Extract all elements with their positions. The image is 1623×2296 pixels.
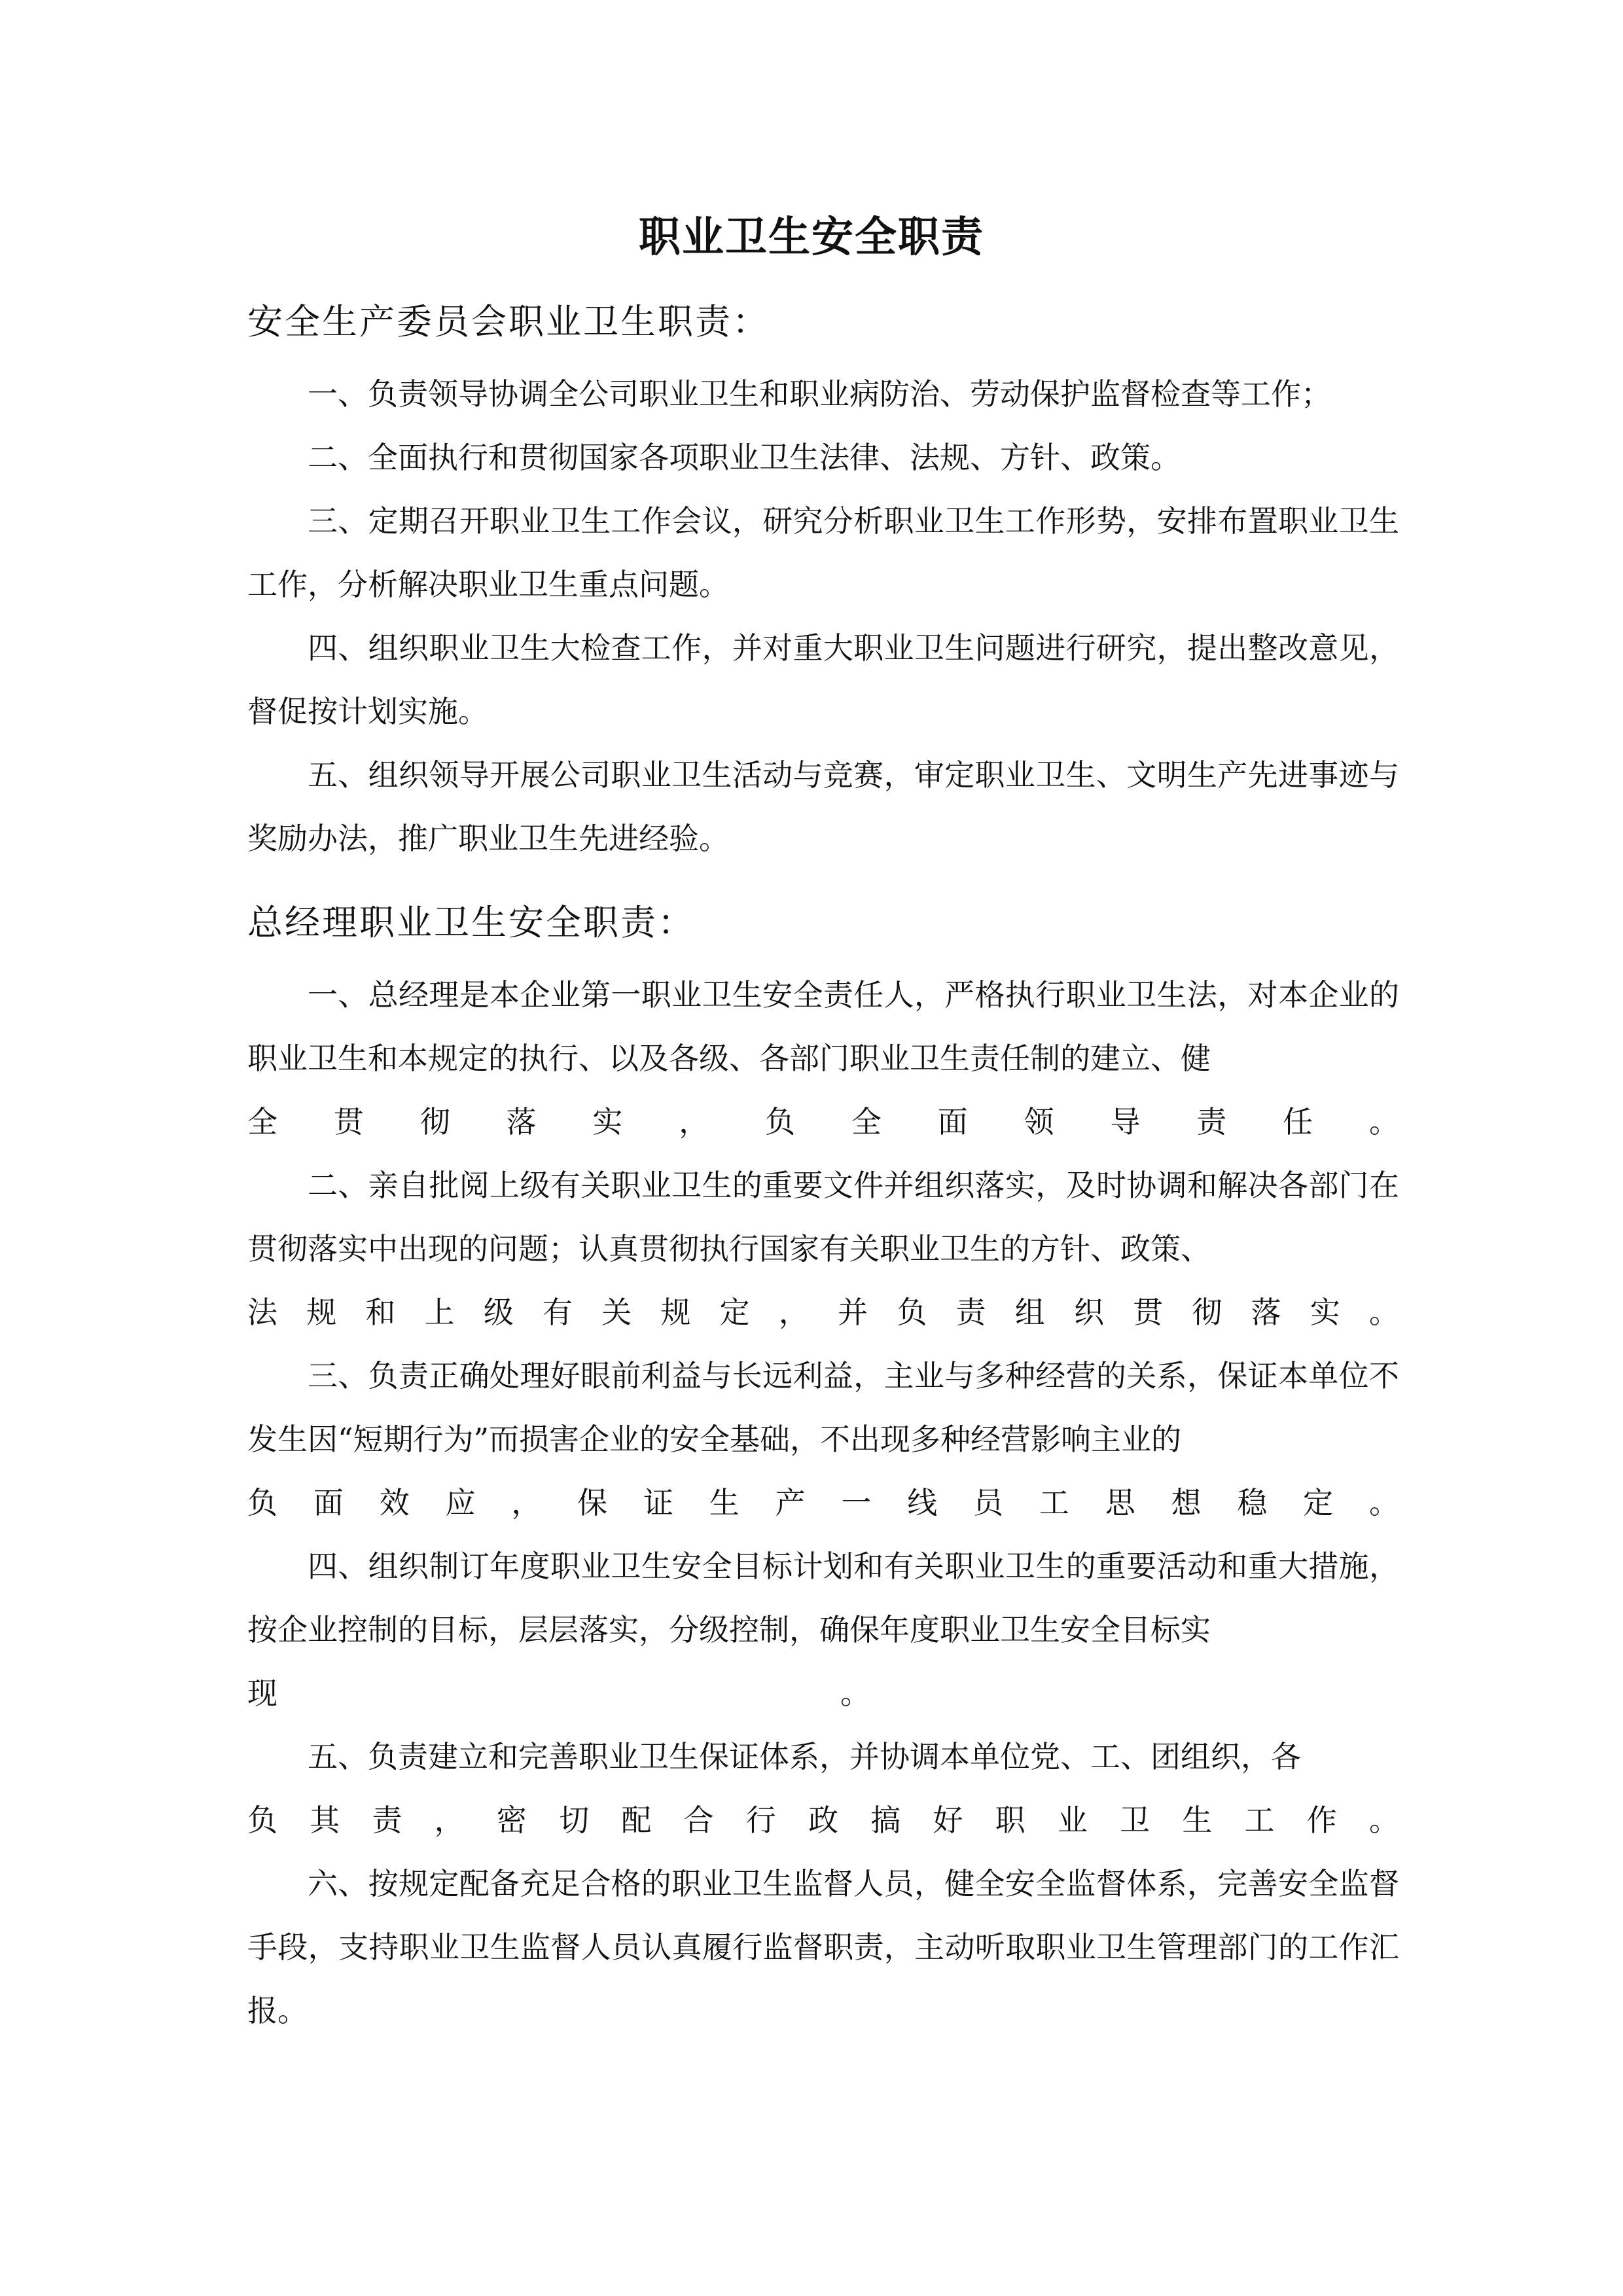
paragraph: [247, 1725, 1399, 1852]
section-general-manager-duties: [247, 897, 1399, 2043]
paragraph: [247, 1535, 1399, 1725]
paragraph: 三、定期召开职业卫生工作会议，研究分析职业卫生工作形势，安排布置职业卫生工作，分析解决职业卫生重点问题。: [247, 503, 1399, 602]
paragraph-last-line: 法规和上级有关规定，并负责组织贯彻落实。: [247, 1295, 1399, 1330]
paragraph-last-line: 全贯彻落实，负全面领导责任。: [247, 1104, 1399, 1139]
paragraph-body: 三、负责正确处理好眼前利益与长远利益，主业与多种经营的关系，保证本单位不发生因“短期行为”而损害企业的安全基础，不出现多种经营影响主业的: [247, 1358, 1399, 1457]
section-committee-duties: [247, 296, 1399, 870]
paragraph: [247, 1154, 1399, 1344]
paragraph-body: 一、总经理是本企业第一职业卫生安全责任人，严格执行职业卫生法，对本企业的职业卫生和本规定的执行、以及各级、各部门职业卫生责任制的建立、健: [247, 977, 1399, 1076]
paragraph-body: 四、组织制订年度职业卫生安全目标计划和有关职业卫生的重要活动和重大措施，按企业控制的目标，层层落实，分级控制，确保年度职业卫生安全目标实: [247, 1549, 1399, 1647]
paragraph-body: 二、亲自批阅上级有关职业卫生的重要文件并组织落实，及时协调和解决各部门在贯彻落实中出现的问题；认真贯彻执行国家有关职业卫生的方针、政策、: [247, 1168, 1399, 1266]
paragraph-last-line: 负面效应，保证生产一线员工思想稳定。: [247, 1485, 1399, 1520]
paragraph: 二、全面执行和贯彻国家各项职业卫生法律、法规、方针、政策。: [308, 440, 1181, 475]
paragraph: 一、负责领导协调全公司职业卫生和职业病防治、劳动保护监督检查等工作；: [308, 376, 1331, 412]
section-heading: 安全生产委员会职业卫生职责：: [247, 301, 770, 342]
paragraph: [247, 1344, 1399, 1535]
section-heading: 总经理职业卫生安全职责：: [247, 902, 695, 943]
paragraph-tail-punct: 。: [840, 1676, 870, 1711]
document-title: 职业卫生安全职责: [639, 213, 984, 262]
paragraph: 六、按规定配备充足合格的职业卫生监督人员，健全安全监督体系，完善安全监督手段，支持职业卫生监督人员认真履行监督职责，主动听取职业卫生管理部门的工作汇报。: [247, 1866, 1399, 2028]
paragraph-last-line: [247, 1662, 1399, 1725]
paragraph-tail-text: 现: [247, 1676, 277, 1711]
paragraph-body: 五、负责建立和完善职业卫生保证体系，并协调本单位党、工、团组织，各: [308, 1739, 1301, 1774]
paragraph: 四、组织职业卫生大检查工作，并对重大职业卫生问题进行研究，提出整改意见，督促按计划实施。: [247, 630, 1399, 729]
paragraph: 五、组织领导开展公司职业卫生活动与竞赛，审定职业卫生、文明生产先进事迹与奖励办法，推广职业卫生先进经验。: [247, 757, 1399, 856]
paragraph-last-line: 负其责，密切配合行政搞好职业卫生工作。: [247, 1803, 1399, 1838]
paragraph: [247, 963, 1399, 1154]
